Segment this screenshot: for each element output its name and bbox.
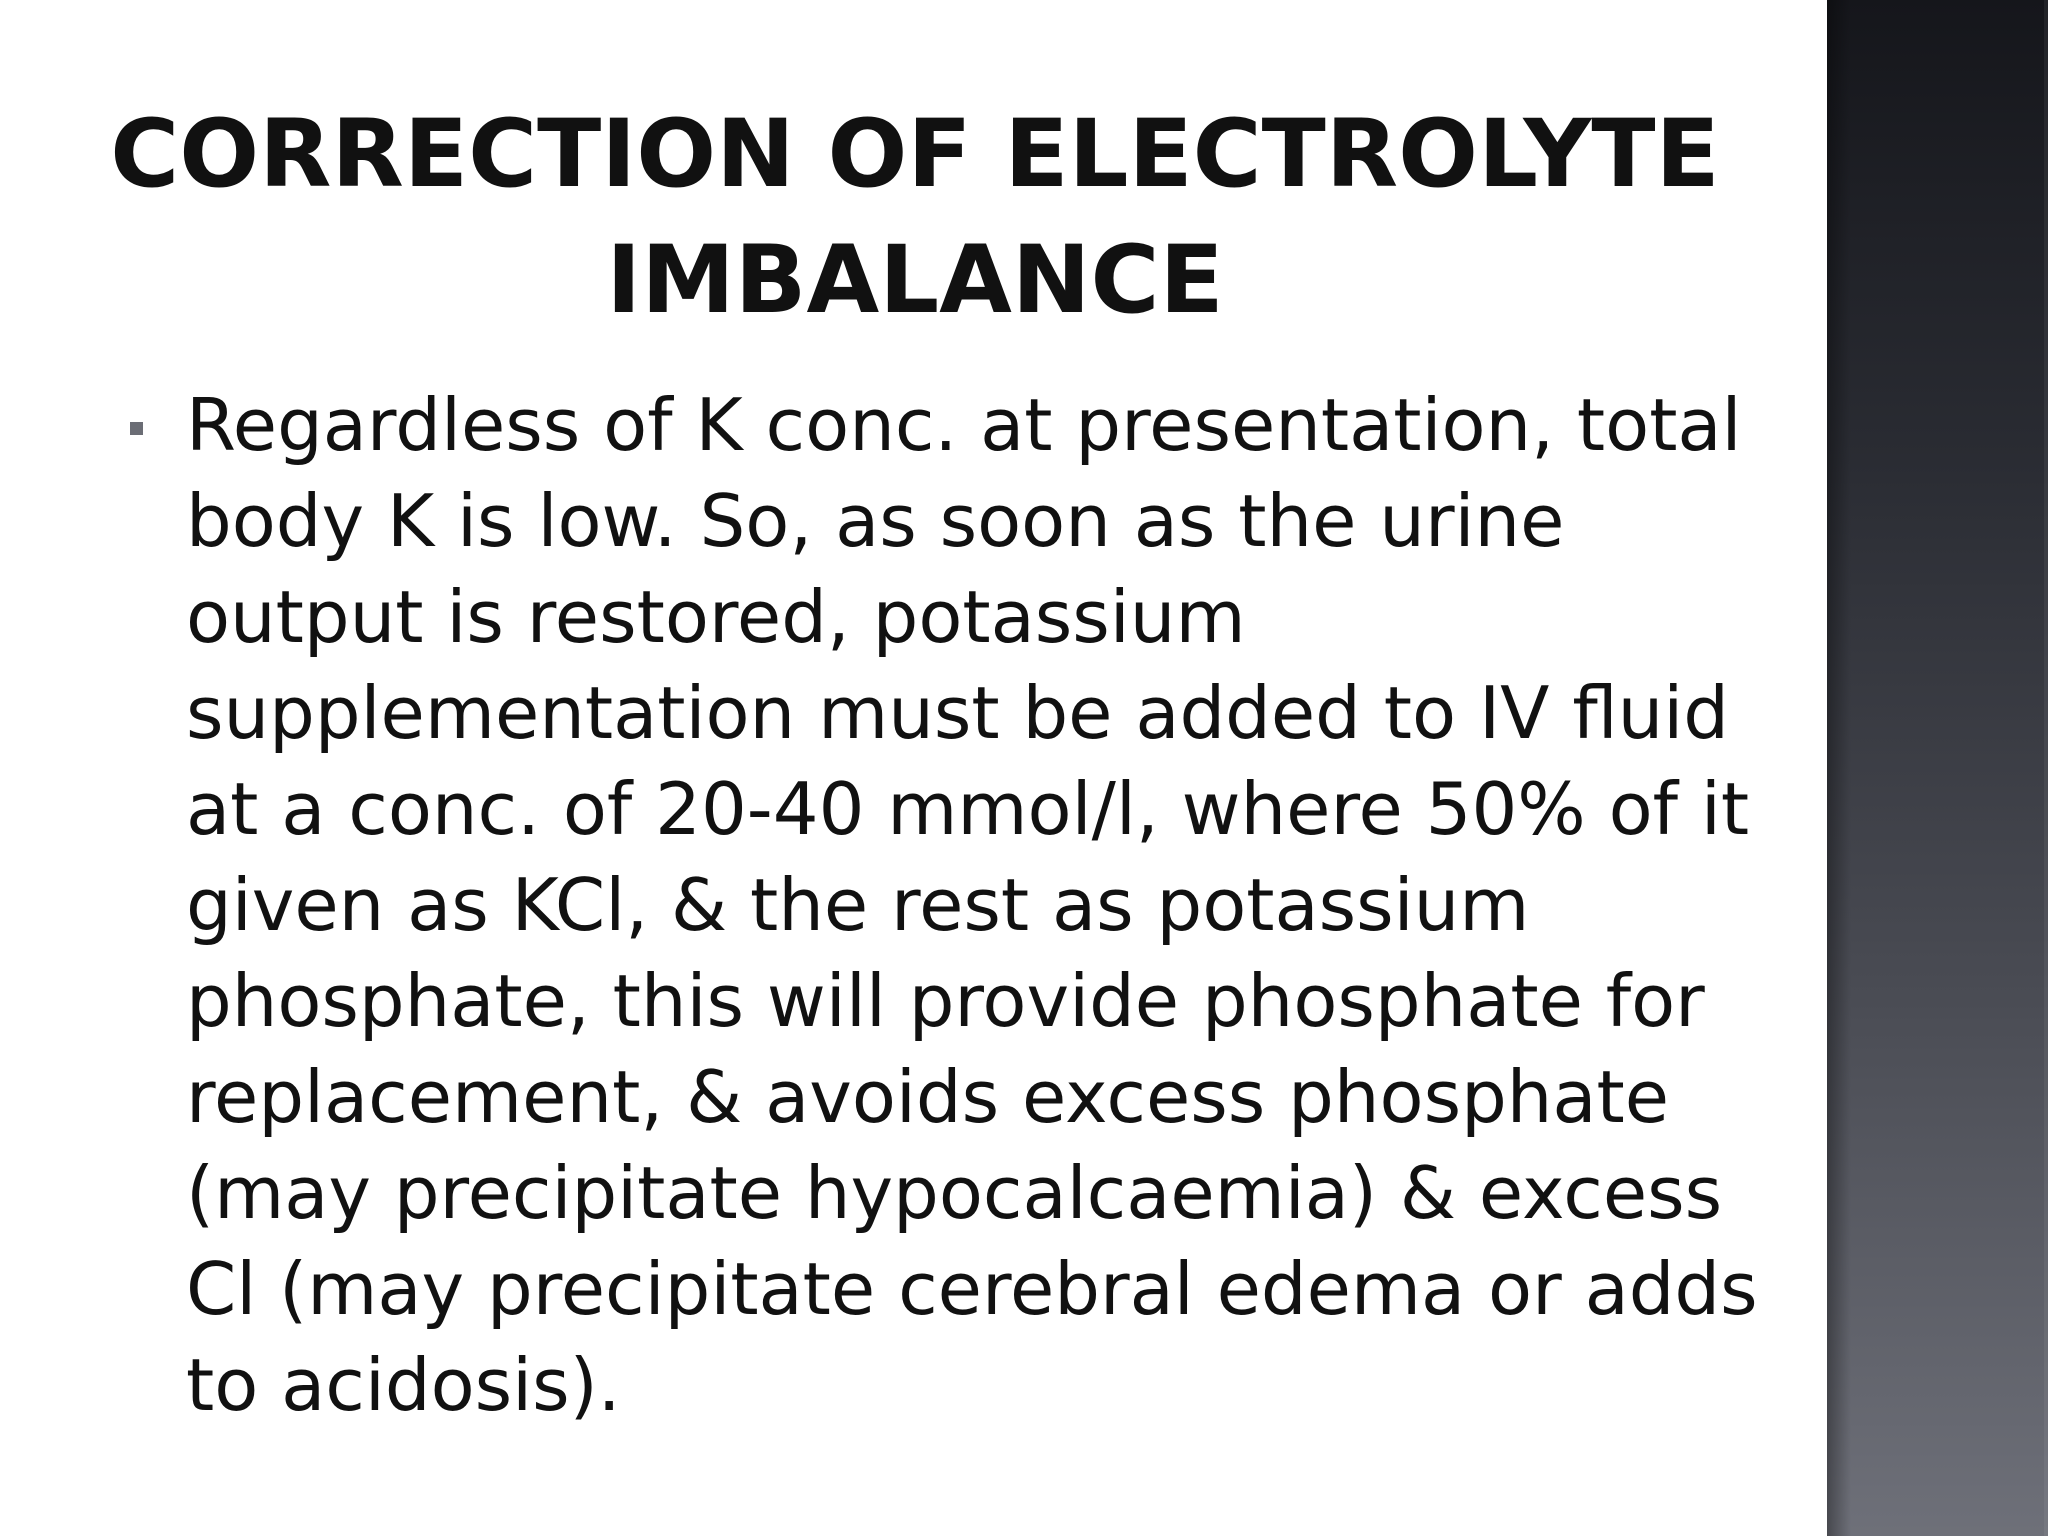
slide-title — [90, 92, 1740, 344]
decorative-side-panel — [1827, 0, 2048, 1536]
bullet-list — [120, 377, 1760, 1433]
bullet-item — [120, 377, 1760, 1433]
square-bullet-icon — [130, 422, 143, 435]
bullet-text: Regardless of K conc. at presentation, total body K is low. So, as soon as the urine output is restored, potassium supplementation must be added to IV fluid at a conc. of 20-40 mmol/l, where 50% of it given as KCl, & the rest as potassium phosphate, this will provide phosphate for replacement, & avoids excess phosphate (may precipitate hypocalcaemia) & excess Cl (may precipitate cerebral edema or adds to acidosis). — [186, 383, 1758, 1427]
slide-title-line-2: IMBALANCE — [606, 226, 1224, 335]
slide-title-line-1: CORRECTION OF ELECTROLYTE — [110, 100, 1720, 209]
